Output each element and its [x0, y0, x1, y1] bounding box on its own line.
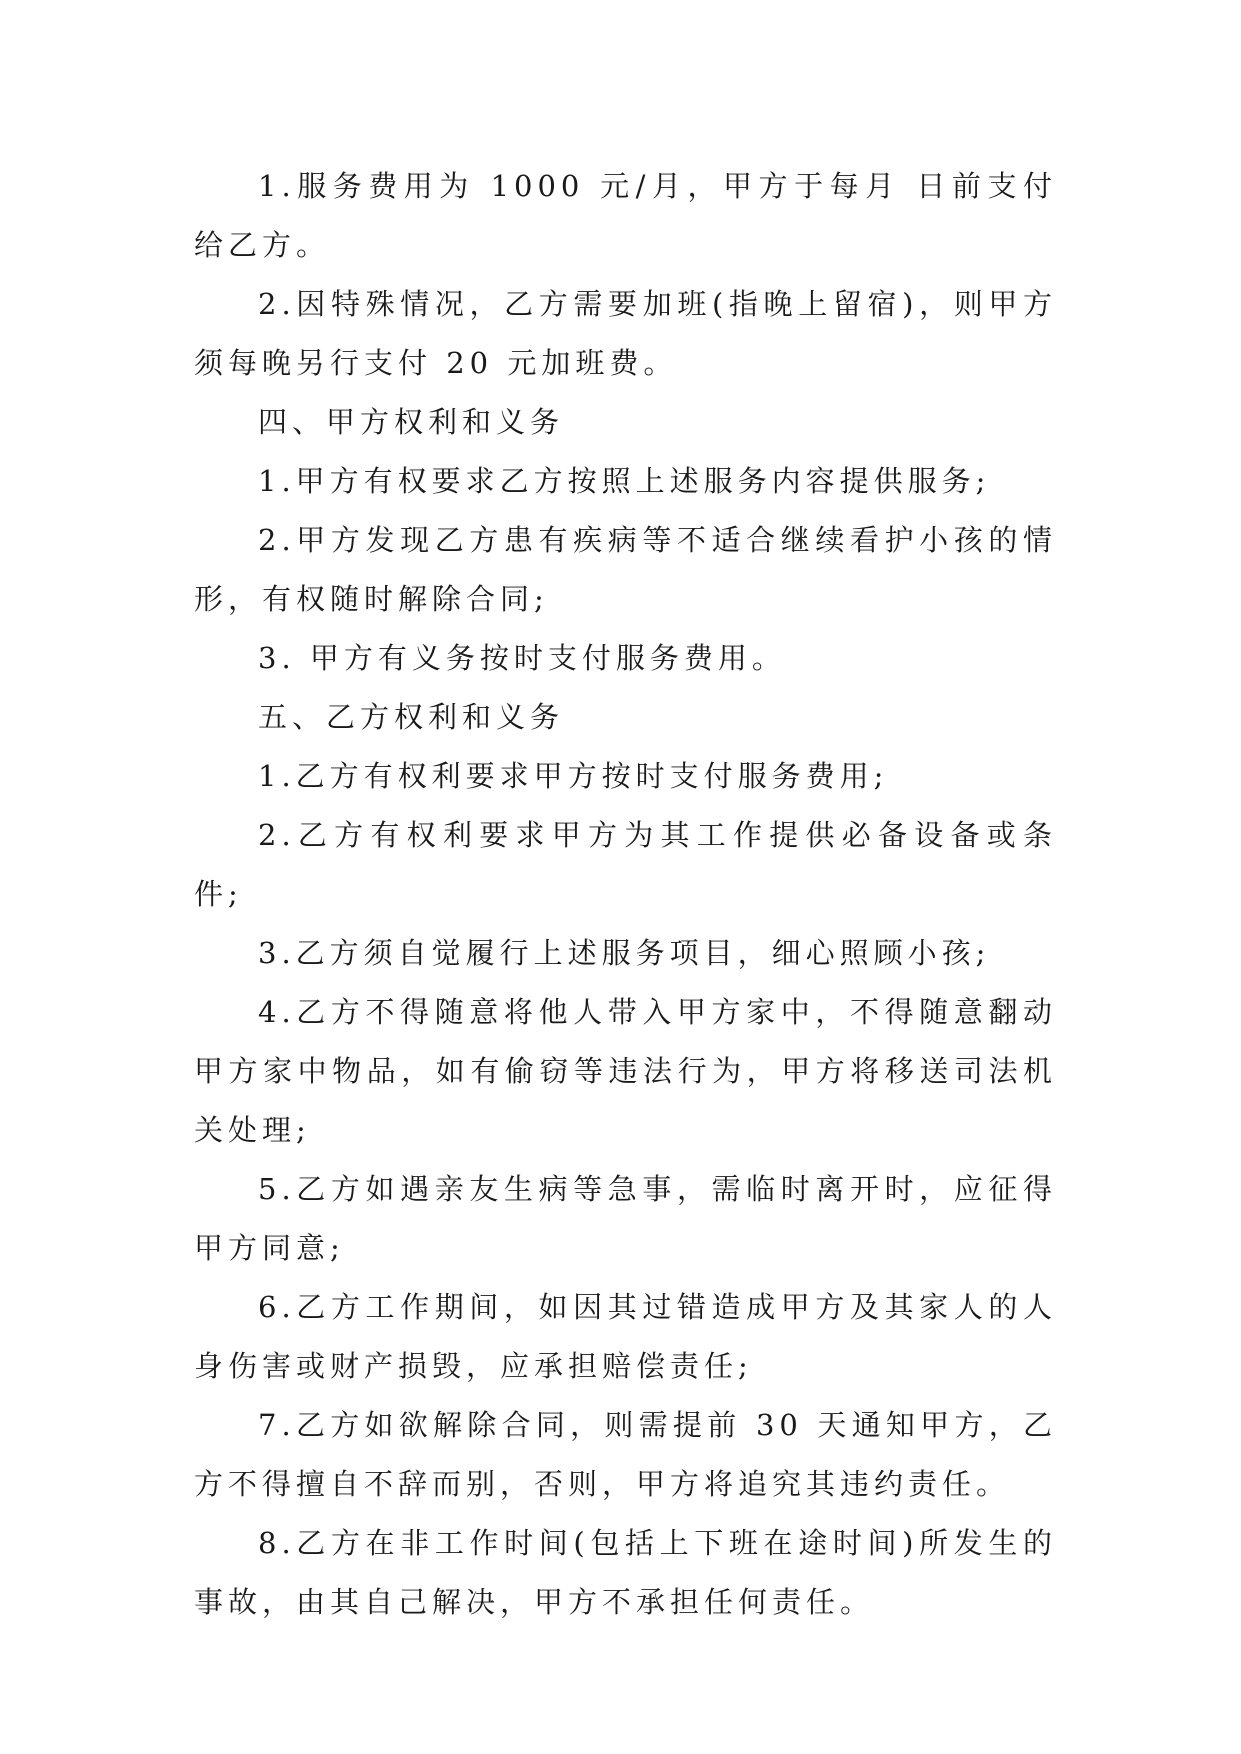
- paragraph-b-right-5: 5.乙方如遇亲友生病等急事，需临时离开时，应征得甲方同意;: [194, 1172, 1057, 1265]
- paragraph-b-right-6: 6.乙方工作期间，如因其过错造成甲方及其家人的人身伤害或财产损毁，应承担赔偿责任;: [194, 1290, 1057, 1383]
- paragraph-a-right-2: 2.甲方发现乙方患有疾病等不适合继续看护小孩的情形，有权随时解除合同;: [194, 523, 1057, 616]
- paragraph-b-right-1: 1.乙方有权利要求甲方按时支付服务费用;: [258, 759, 889, 793]
- paragraph-fee: 1.服务费用为 1000 元/月，甲方于每月 日前支付给乙方。: [194, 169, 1057, 262]
- section-heading-party-a: 四、甲方权利和义务: [258, 405, 565, 439]
- paragraph-b-right-7: 7.乙方如欲解除合同，则需提前 30 天通知甲方，乙方不得擅自不辞而别，否则，甲方将追究其违约责任。: [194, 1408, 1057, 1501]
- paragraph-b-right-3: 3.乙方须自觉履行上述服务项目，细心照顾小孩;: [258, 936, 991, 970]
- paragraph-b-right-2: 2.乙方有权利要求甲方为其工作提供必备设备或条件;: [194, 818, 1057, 911]
- paragraph-a-right-3: 3. 甲方有义务按时支付服务费用。: [258, 641, 786, 675]
- paragraph-a-right-1: 1.甲方有权要求乙方按照上述服务内容提供服务;: [258, 464, 991, 498]
- document-body: [194, 157, 1057, 1632]
- section-heading-party-b: 五、乙方权利和义务: [258, 700, 565, 734]
- paragraph-overtime: 2.因特殊情况，乙方需要加班(指晚上留宿)，则甲方须每晚另行支付 20 元加班费。: [194, 287, 1057, 380]
- paragraph-b-right-8: 8.乙方在非工作时间(包括上下班在途时间)所发生的事故，由其自己解决，甲方不承担任何责任。: [194, 1526, 1057, 1619]
- paragraph-b-right-4: 4.乙方不得随意将他人带入甲方家中，不得随意翻动甲方家中物品，如有偷窃等违法行为，甲方将移送司法机关处理;: [194, 995, 1057, 1147]
